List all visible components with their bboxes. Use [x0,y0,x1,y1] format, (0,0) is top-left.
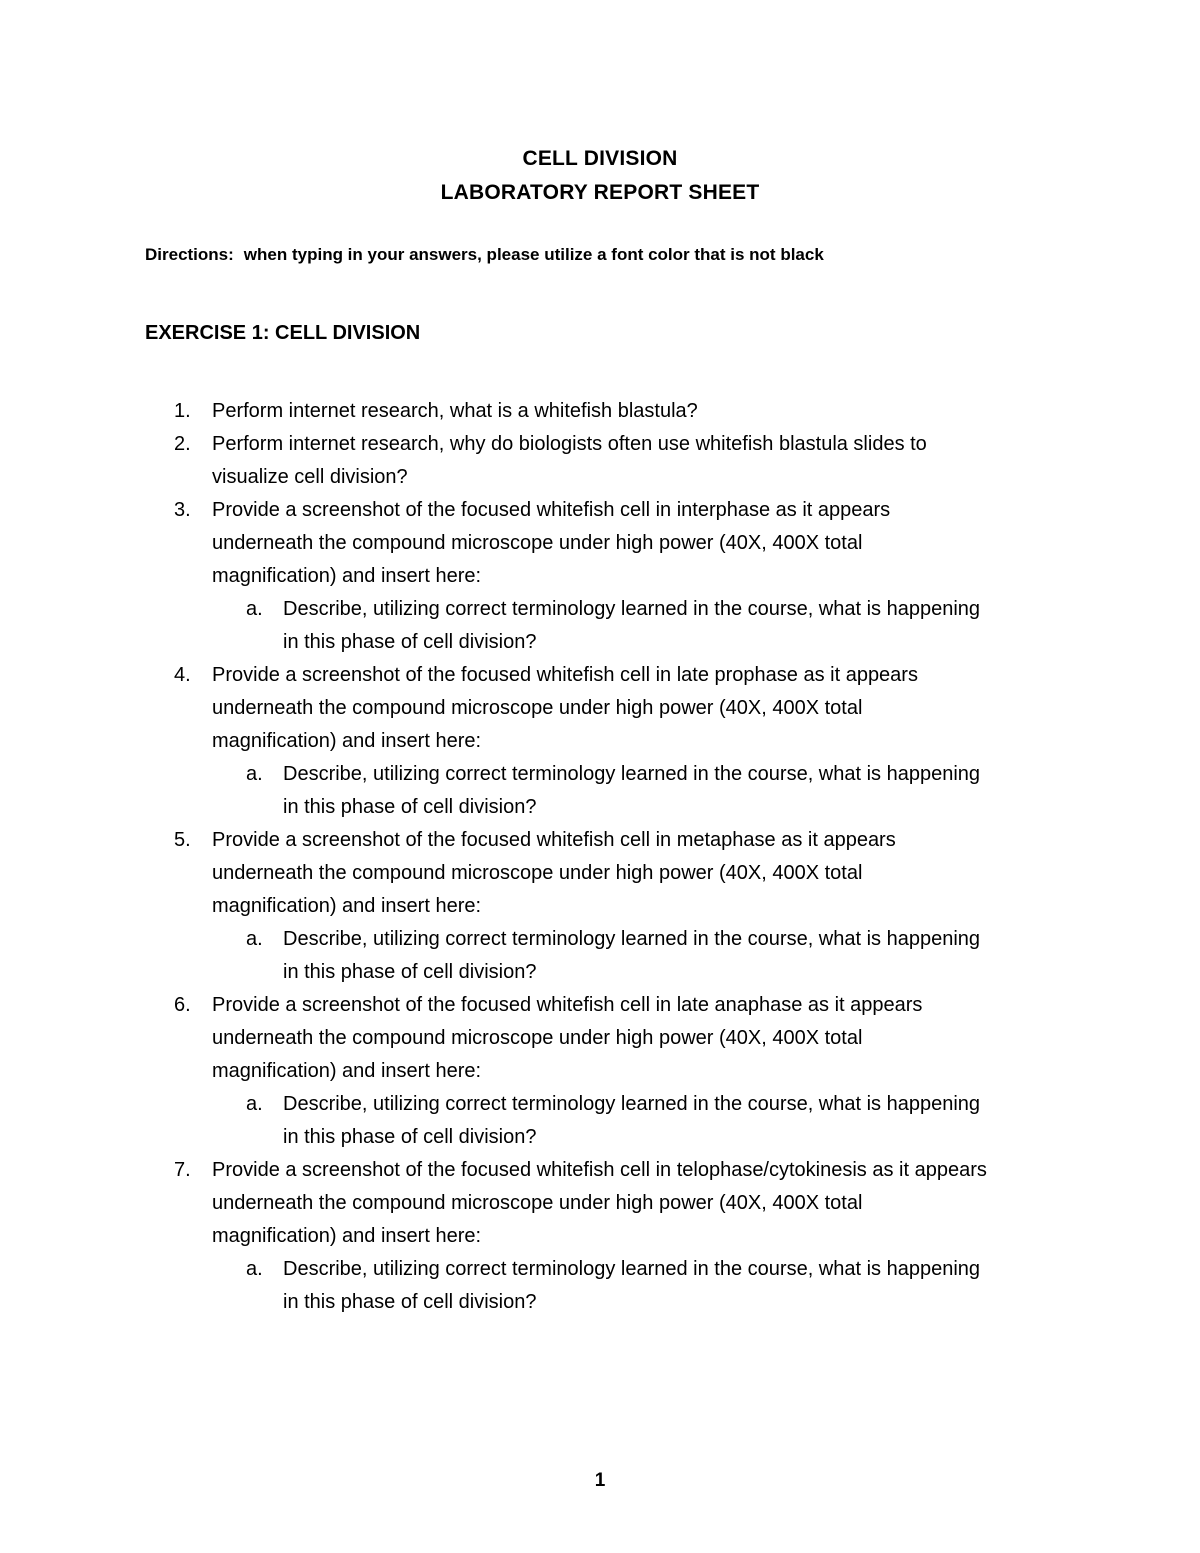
question-text-line: Provide a screenshot of the focused whitefish cell in metaphase as it appears [212,829,896,851]
question-number: 2. [174,433,191,455]
question-text-line: visualize cell division? [212,466,408,488]
question-number: 3. [174,499,191,521]
sub-question-text-line: in this phase of cell division? [283,961,537,983]
question-number: 5. [174,829,191,851]
question-list [0,395,1200,1319]
question-text-line: Provide a screenshot of the focused whitefish cell in late anaphase as it appears [212,994,923,1016]
question-number: 1. [174,400,191,422]
question-item [0,989,1052,1088]
sub-question-text-line: in this phase of cell division? [283,631,537,653]
sub-question-letter: a. [246,598,263,620]
question-item [0,428,1052,494]
directions [145,245,824,265]
sub-question-text-line: Describe, utilizing correct terminology learned in the course, what is happening [283,1093,981,1115]
sub-question-letter: a. [246,1258,263,1280]
sub-question-text-line: Describe, utilizing correct terminology learned in the course, what is happening [283,928,981,950]
question-text-line: underneath the compound microscope under high power (40X, 400X total [212,862,863,884]
question-number: 7. [174,1159,191,1181]
document-subtitle: LABORATORY REPORT SHEET [440,181,760,204]
sub-question-text-line: in this phase of cell division? [283,1126,537,1148]
sub-question-item [0,758,1063,824]
sub-question-letter: a. [246,928,263,950]
page-number: 1 [594,1470,606,1491]
question-text-line: magnification) and insert here: [212,895,482,917]
sub-question-text-line: Describe, utilizing correct terminology learned in the course, what is happening [283,598,981,620]
question-text-line: magnification) and insert here: [212,730,482,752]
sub-question-letter: a. [246,763,263,785]
question-item [0,659,1052,758]
question-text-line: Provide a screenshot of the focused whitefish cell in late prophase as it appears [212,664,918,686]
sub-question-item [0,923,1063,989]
sub-question-letter: a. [246,1093,263,1115]
question-text-line: magnification) and insert here: [212,565,482,587]
question-text-line: magnification) and insert here: [212,1225,482,1247]
directions-text: when typing in your answers, please utilize a font color that is not black [243,245,824,264]
document-title: CELL DIVISION [522,147,678,170]
question-text-line: Provide a screenshot of the focused whitefish cell in telophase/cytokinesis as it appears [212,1159,987,1181]
sub-question-text-line: in this phase of cell division? [283,1291,537,1313]
sub-question-text-line: Describe, utilizing correct terminology learned in the course, what is happening [283,763,981,785]
sub-question-text-line: Describe, utilizing correct terminology learned in the course, what is happening [283,1258,981,1280]
question-text-line: Perform internet research, what is a whitefish blastula? [212,400,698,422]
sub-question-text-line: in this phase of cell division? [283,796,537,818]
question-item [0,395,1052,428]
question-text-line: underneath the compound microscope under high power (40X, 400X total [212,532,863,554]
question-text-line: underneath the compound microscope under high power (40X, 400X total [212,1027,863,1049]
question-text-line: underneath the compound microscope under high power (40X, 400X total [212,1192,863,1214]
question-text-line: Perform internet research, why do biologists often use whitefish blastula slides to [212,433,927,455]
sub-question-item [0,1253,1063,1319]
question-text-line: underneath the compound microscope under high power (40X, 400X total [212,697,863,719]
exercise-heading: EXERCISE 1: CELL DIVISION [145,322,421,344]
question-text-line: Provide a screenshot of the focused whitefish cell in interphase as it appears [212,499,891,521]
question-number: 4. [174,664,191,686]
directions-label: Directions: [145,245,234,264]
question-item [0,1154,1052,1253]
question-item [0,494,1052,593]
sub-question-item [0,593,1063,659]
question-text-line: magnification) and insert here: [212,1060,482,1082]
sub-question-item [0,1088,1063,1154]
question-number: 6. [174,994,191,1016]
question-item [0,824,1052,923]
